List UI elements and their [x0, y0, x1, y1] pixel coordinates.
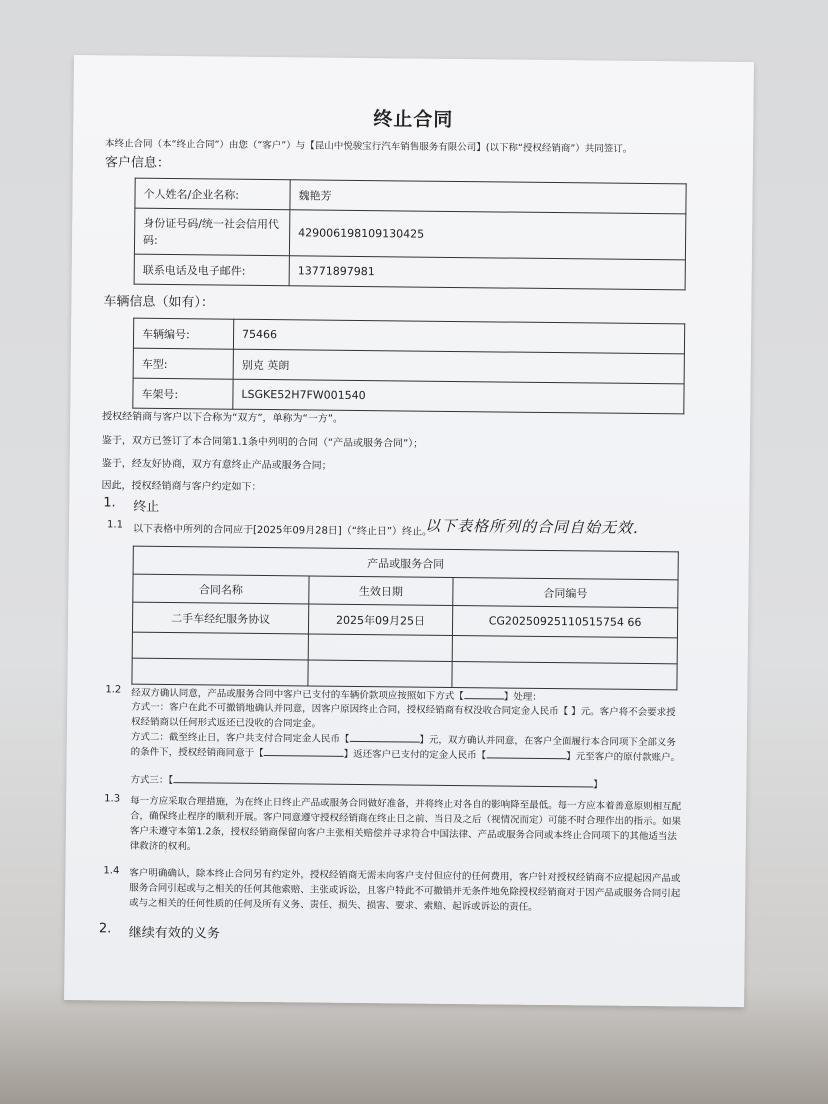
- section-2-title: 继续有效的义务: [128, 925, 220, 942]
- table-cell: 二手车经纪服务协议: [132, 602, 308, 634]
- table-cell: 2025年09月25日: [308, 604, 452, 636]
- whereas-clause-2: 鉴于，经友好协商，双方有意终止产品或服务合同；: [101, 458, 332, 472]
- section-2-number: 2.: [98, 921, 112, 937]
- clause-1-4-text: 客户明确确认，除本终止合同另有约定外，授权经销商无需未向客户支付但应付的任何费用，客户针对授权经销商不应提起因产品或服务合同引起或与之相关的任何其他索赔、主张或诉讼，且客户特此不可撤销并无条件地免除授权经销商对于因产品或服务合同引起或与之相关的任何性质的任何及所有义务、责任、损失、损害、要求、索赔、起诉或诉讼的责任。: [129, 867, 681, 913]
- option-3-part-a: 方式三：【: [130, 774, 174, 787]
- whereas-clause-1: 鉴于，双方已签订了本合同第1.1条中列明的合同（“产品或服务合同”）；: [101, 435, 424, 450]
- clause-1-2-number: 1.2: [105, 684, 122, 696]
- vehicle-value: LSGKE52H7FW001540: [233, 379, 684, 414]
- vehicle-info-table: [132, 318, 685, 415]
- contract-table-caption: 产品或服务合同: [133, 546, 678, 580]
- customer-row: [134, 208, 685, 260]
- clause-1-2-option-3: [130, 772, 602, 791]
- section-1-title: 终止: [133, 499, 160, 515]
- table-cell: [308, 660, 452, 688]
- refund-date-blank: [264, 746, 344, 757]
- option-3-blank: [173, 773, 593, 787]
- table-cell: [452, 661, 677, 689]
- column-header: 生效日期: [309, 576, 453, 606]
- customer-label: 身份证号码/统一社会信用代码:: [134, 208, 289, 256]
- vehicle-label: 车辆编号:: [133, 318, 233, 349]
- parties-clause: 授权经销商与客户以下合称为“双方”，单称为“一方”。: [102, 411, 343, 425]
- clause-1-2-intro-a: 经双方确认同意，产品或服务合同中客户已支付的车辆价款项应按照如下方式【: [131, 687, 464, 703]
- clause-1-1-text: 以下表格中所列的合同应于[2025年09月28日]（“终止日”）终止。: [132, 523, 433, 538]
- contract-paper: [64, 55, 754, 1007]
- method-blank: [464, 689, 504, 699]
- vehicle-label: 车架号:: [133, 378, 233, 409]
- option-2-part-d: 】元至客户的原付款账户。: [566, 751, 681, 764]
- customer-info-heading: 客户信息：: [104, 155, 170, 172]
- clause-1-2-intro-b: 】处理：: [503, 691, 542, 703]
- section-1-number: 1.: [103, 495, 116, 511]
- clause-1-1-number: 1.1: [107, 519, 124, 531]
- contract-table: [131, 546, 678, 691]
- therefore-clause: 因此，授权经销商与客户约定如下：: [101, 480, 262, 493]
- customer-value: 429006198109130425: [289, 210, 685, 260]
- option-2-part-c: 】返还客户已支付的定金人民币【: [343, 748, 487, 762]
- table-cell: [308, 634, 452, 662]
- document-title: 终止合同: [373, 108, 454, 131]
- clause-1-3-text: 每一方应采取合理措施，为在终止日终止产品或服务合同做好准备，并将终止对各自的影响降至最低。每一方应本着善意原则相互配合，确保终止程序的顺利开展。客户同意遵守授权经销商在终止日之前、当日及之后（视情况而定）可能不时合理作出的指示。如果客户未遵守本第1.2条，授权经销商保留向客户主张相关赔偿并寻求符合中国法律、产品或服务合同或本终止合同项下的其他适当法律救济的权利。: [129, 795, 682, 853]
- handwritten-note: 以下表格所列的合同自始无效.: [424, 516, 639, 537]
- table-cell: CG20250925110515754 66: [452, 605, 677, 637]
- customer-info-table: [134, 178, 687, 291]
- column-header: 合同编号: [453, 577, 678, 607]
- intro-line: 本终止合同（本“终止合同”）由您（“客户”）与【昆山中悦骏宝行汽车销售服务有限公司】(以下称“授权经销商”）共同签订。: [105, 138, 633, 155]
- deposit-amount-blank: [349, 732, 419, 743]
- customer-row: [134, 254, 685, 290]
- option-2-part-b: 】元，双方确认并同意，在客户全面履行本合同项下全部义务的条件下，授权经销商同意于【: [130, 734, 676, 760]
- table-cell: [132, 632, 308, 660]
- customer-label: 个人姓名/企业名称:: [135, 178, 290, 210]
- customer-value: 13771897981: [289, 256, 685, 290]
- option-2-part-a: 方式二：截至终止日，客户共支付合同定金人民币【: [130, 731, 350, 745]
- option-3-part-b: 】: [593, 779, 603, 791]
- vehicle-value: 75466: [233, 319, 684, 354]
- customer-label: 联系电话及电子邮件:: [134, 254, 289, 286]
- vehicle-info-heading: 车辆信息（如有）：: [103, 294, 215, 311]
- clause-1-2-option-2: [131, 730, 683, 766]
- table-cell: [452, 635, 677, 663]
- column-header: 合同名称: [133, 574, 309, 604]
- clause-1-4-number: 1.4: [103, 865, 120, 877]
- table-cell: [132, 658, 308, 686]
- vehicle-label: 车型:: [133, 348, 233, 379]
- vehicle-value: 别克 英朗: [233, 349, 684, 384]
- customer-value: 魏艳芳: [290, 180, 686, 214]
- refund-amount-blank: [486, 748, 566, 759]
- clause-1-3-number: 1.3: [104, 793, 121, 805]
- clause-1-2-option-1: 方式一：客户在此不可撤销地确认并同意，因客户原因终止合同，授权经销商有权没收合同定金人民币【 】元。客户将不会要求授权经销商以任何形式返还已没收的合同定金。: [130, 701, 676, 730]
